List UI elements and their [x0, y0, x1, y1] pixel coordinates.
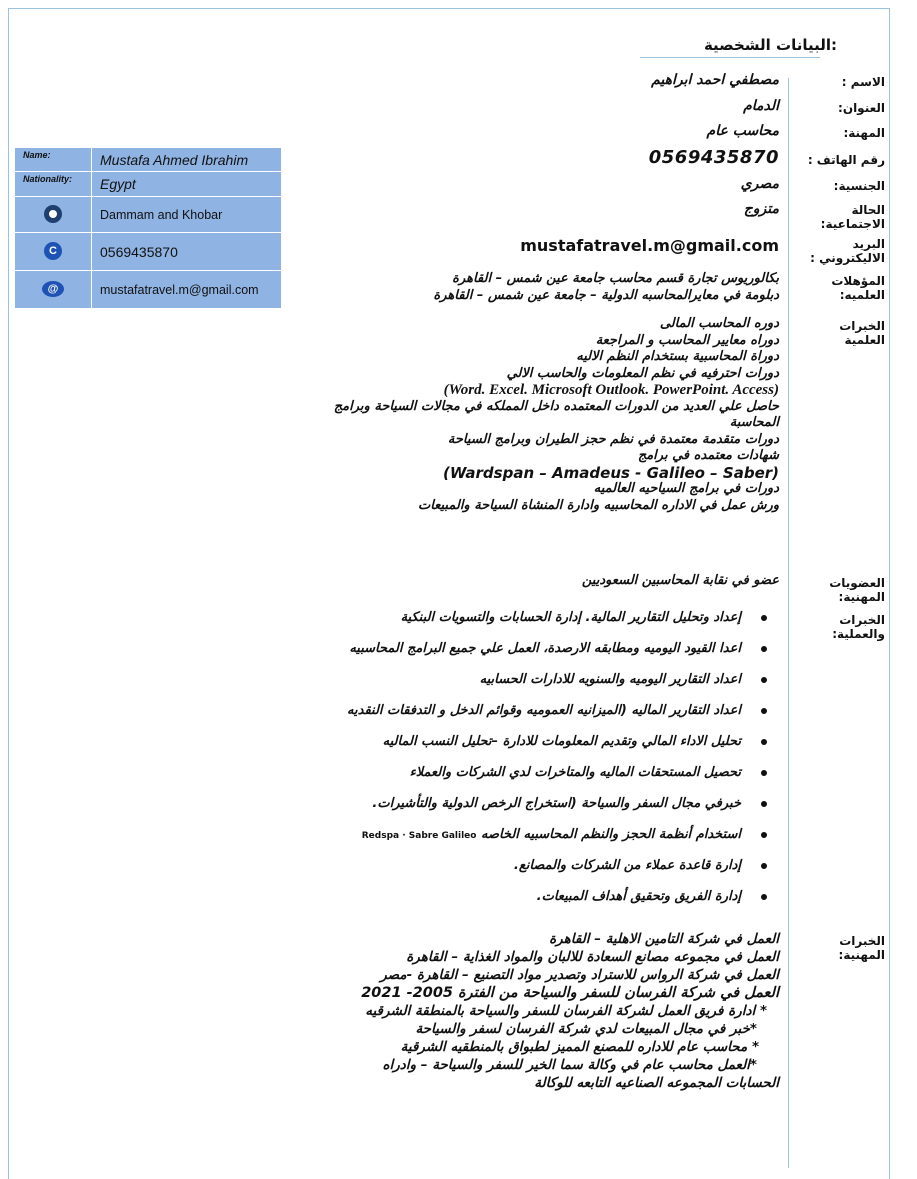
training-block: [334, 316, 779, 514]
nationality-en: Egypt: [92, 172, 282, 197]
table-row: [15, 197, 282, 233]
practical-list: [347, 610, 767, 920]
qualifications-block: [433, 271, 779, 304]
training-line: حاصل علي العديد من الدورات المعتمده داخل المملكه في مجالات السياحة وبرامج: [333, 398, 779, 414]
location-value: Dammam and Khobar: [92, 197, 282, 233]
training-label: الخبرات العلمية: [839, 319, 885, 347]
address-value: الدمام: [743, 98, 779, 114]
contact-card: [14, 147, 282, 309]
profession-value: محاسب عام: [706, 123, 779, 139]
list-item: إدارة الفريق وتحقيق أهداف المبيعات.: [347, 889, 767, 920]
training-line: المحاسبة: [729, 415, 779, 430]
training-line: دورات احترفيه في نظم المعلومات والحاسب الالي: [506, 365, 779, 381]
career-line: * ادارة فريق العمل لشركة الفرسان للسفر والسياحة بالمنطقة الشرقيه: [365, 1003, 767, 1019]
career-line: *العمل محاسب عام في وكالة سما الخير للسفر والسياحة – وادراه: [382, 1057, 757, 1073]
phone-icon: C: [44, 242, 62, 260]
memberships-value: عضو في نقابة المحاسبين السعوديين: [581, 573, 779, 588]
qualification-line: دبلومة في معايرالمحاسبه الدولية – جامعة عين شمس – القاهرة: [433, 287, 779, 303]
list-item: إدارة قاعدة عملاء من الشركات والمصانع.: [347, 858, 767, 889]
marital-label: الحالة الاجتماعية:: [820, 203, 885, 231]
career-label: الخبرات المهنية:: [838, 934, 885, 962]
name-value: مصطفي احمد ابراهيم: [651, 72, 779, 88]
career-line: العمل في شركة التامين الاهلية – القاهرة: [549, 931, 779, 947]
career-line: * محاسب عام للاداره للمصنع المميز لطبواق بالمنطقيه الشرقية: [400, 1039, 759, 1055]
career-line: *خبر في مجال المبيعات لدي شركة الفرسان لسفر والسياحة: [415, 1021, 757, 1037]
name-label: الاسم :: [841, 75, 885, 89]
table-row: [15, 148, 282, 172]
list-item: اعدا القيود اليوميه ومطابقه الارصدة، العمل علي جميع البرامج المحاسبيه: [347, 641, 767, 672]
qualifications-label: المؤهلات العلميه:: [831, 274, 885, 302]
list-item: تحليل الاداء المالي وتقديم المعلومات للادارة –تحليل النسب الماليه: [347, 734, 767, 765]
phone-value: 0569435870: [648, 147, 779, 168]
profession-label: المهنة:: [843, 126, 885, 140]
table-row: [15, 172, 282, 197]
marital-value: متزوج: [743, 201, 779, 217]
nationality-value: مصري: [740, 176, 779, 192]
training-line: دورات في برامج السياحيه العالميه: [593, 481, 779, 496]
nationality-key: Nationality:: [15, 172, 92, 197]
training-line: ورش عمل في الاداره المحاسبيه وادارة المنشاة السياحة والمبيعات: [418, 497, 779, 513]
heading-rule: [640, 57, 820, 58]
table-row: [15, 271, 282, 309]
training-line: دوره المحاسب المالى: [659, 316, 779, 331]
training-line: (Word. Excel. Microsoft Outlook. PowerPoint. Access): [443, 382, 779, 398]
address-label: العنوان:: [838, 101, 885, 115]
list-item: اعداد التقارير اليوميه والسنويه للادارات الحسابيه: [347, 672, 767, 703]
training-line: (Wardspan – Amadeus - Galileo – Saber): [443, 463, 779, 482]
career-line: العمل في شركة الرواس للاستراد وتصدير مواد التصنيع – القاهرة -مصر: [380, 967, 779, 983]
list-item: استخدام أنظمة الحجز والنظم المحاسبيه الخاصه Redspa · Sabre Galileo: [347, 827, 767, 858]
list-item: خبرفي مجال السفر والسياحة (استخراج الرخص الدولية والتأشيرات.: [347, 796, 767, 827]
phone-en: 0569435870: [92, 233, 282, 271]
list-item: اعداد التقارير الماليه (الميزانيه العموميه وقوائم الدخل و التدفقات النقديه: [347, 703, 767, 734]
training-line: دوراة المحاسبية بستخدام النظم الاليه: [576, 349, 779, 364]
name-key: Name:: [15, 148, 92, 172]
section-heading: البيانات الشخصية:: [703, 36, 837, 54]
list-item: إعداد وتحليل التقارير المالية. إدارة الحسابات والتسويات البنكية: [347, 610, 767, 641]
email-label: البريد الاليكتروني :: [810, 237, 885, 265]
email-icon: @: [42, 281, 64, 297]
nationality-label: الجنسية:: [833, 179, 885, 193]
qualification-line: بكالوريوس تجارة قسم محاسب جامعة عين شمس – القاهرة: [452, 271, 779, 286]
memberships-label: العضويات المهنية:: [829, 576, 885, 604]
list-item: تحصيل المستحقات الماليه والمتاخرات لدي الشركات والعملاء: [347, 765, 767, 796]
career-line: العمل في مجموعه مصانع السعادة للالبان والمواد الغذاية – القاهرة: [406, 949, 779, 965]
training-line: دوراه معايير المحاسب و المراجعة: [595, 332, 779, 348]
email-en: mustafatravel.m@gmail.com: [92, 271, 282, 309]
career-line: الحسابات المجموعه الصناعيه التابعه للوكالة: [534, 1075, 779, 1091]
career-block: [361, 930, 779, 1092]
table-row: [15, 233, 282, 271]
practical-label: الخبرات والعملية:: [832, 613, 885, 641]
training-line: دورات متقدمة معتمدة في نظم حجز الطيران وبرامج السياحة: [447, 431, 779, 447]
career-line: العمل في شركة الفرسان للسفر والسياحة من الفترة 2005- 2021: [361, 985, 779, 1001]
name-en: Mustafa Ahmed Ibrahim: [92, 148, 282, 172]
location-pin-icon: [44, 205, 62, 223]
phone-label: رقم الهاتف :: [807, 153, 885, 167]
email-value: mustafatravel.m@gmail.com: [520, 236, 779, 255]
training-line: شهادات معتمده في برامج: [637, 448, 779, 463]
vertical-divider: [788, 78, 789, 1168]
